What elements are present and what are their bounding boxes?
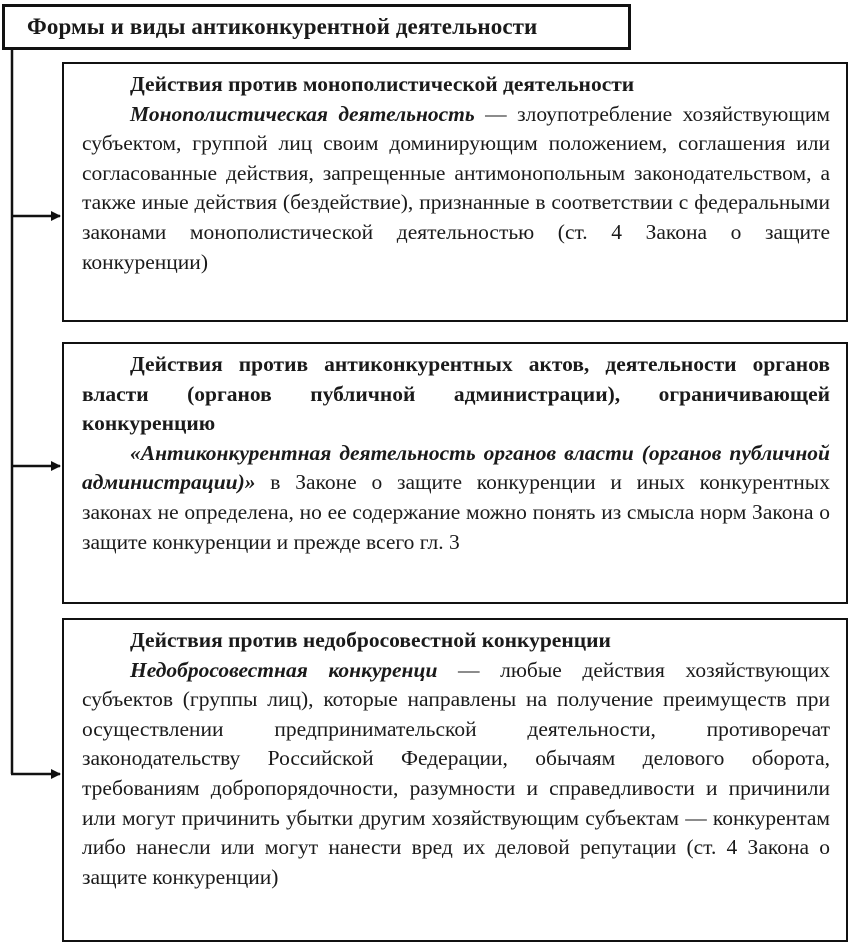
definition-text: в Законе о защите конкуренции и иных конкурентных законах не определена, но ее содержание можно понять из смысла норм Закона о защите конкуренции и прежде всего гл. 3 — [82, 470, 830, 554]
box-heading: Действия против недобросовестной конкуренции — [130, 628, 611, 652]
definition-text: — злоупотребление хозяйствующим субъектом, группой лиц своим доминирующим положением, соглашения или согласованные действия, запрещенные антимонопольным законодательством, а также иные действия (бездействие), признанные в соответствии с федеральными законами монополистической деятельностью (ст. 4 Закона о защите конкуренции) — [82, 101, 830, 274]
box-definition — [82, 100, 830, 278]
box-definition — [82, 439, 830, 557]
unfair-competition-box — [62, 618, 848, 942]
diagram-title: Формы и виды антиконкурентной деятельности — [2, 4, 631, 50]
defined-term: Монополистическая деятельность — [130, 101, 475, 126]
defined-term: Недобросовестная конкуренци — [130, 657, 438, 682]
authority-acts-box — [62, 342, 848, 604]
box-definition — [82, 656, 830, 893]
defined-term: «Антиконкурентная деятельность органов власти (органов публичной администрации)» — [82, 440, 830, 495]
box-heading: Действия против монополистической деятельности — [130, 72, 635, 96]
monopoly-box — [62, 62, 848, 322]
definition-text: — любые действия хозяйствующих субъектов (группы лиц), которые направлены на получение преимуществ при осуществлении предпринимательской деятельности, противоречат законодательству Российской Федерации, обычаям делового оборота, требованиям добропорядочности, разумности и справедливости и причинили или могут причинить убытки другим хозяйствующим субъектам — конкурентам либо нанесли или могут нанести вред их деловой репутации (ст. 4 Закона о защите конкуренции) — [82, 657, 830, 889]
box-heading: Действия против антиконкурентных актов, деятельности органов власти (органов публичной администрации), ограничивающей конкуренцию — [82, 352, 830, 436]
